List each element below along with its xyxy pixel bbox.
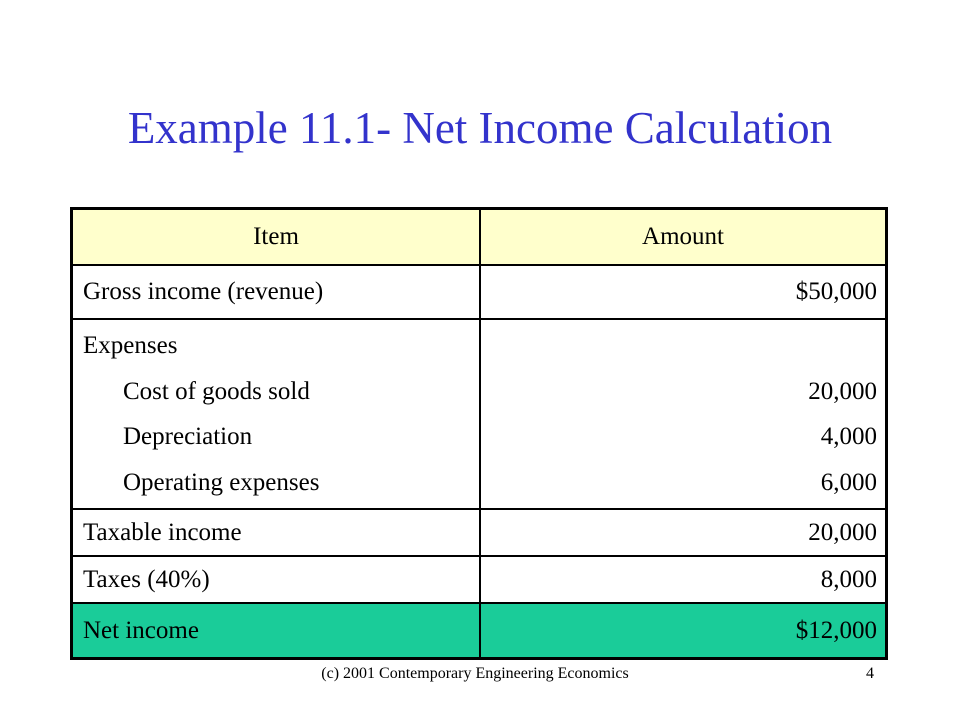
expense-operating-label: Operating expenses [123, 468, 320, 496]
table-row-net-income [72, 603, 887, 659]
expense-depreciation-amount: 4,000 [820, 423, 877, 450]
net-income-table [70, 207, 888, 660]
gross-income-amount: $50,000 [480, 265, 887, 319]
expenses-label: Expenses [83, 332, 178, 359]
table-row-taxes [72, 556, 887, 603]
expense-operating-amount: 6,000 [820, 468, 877, 496]
slide-footer: (c) 2001 Contemporary Engineering Economics [321, 665, 629, 682]
header-item: Item [72, 209, 481, 266]
table-row-taxable-income [72, 509, 887, 556]
expenses-amount-blank [491, 323, 877, 369]
expenses-amounts [480, 319, 887, 509]
taxable-income-amount: 20,000 [480, 509, 887, 556]
taxable-income-label: Taxable income [72, 509, 481, 556]
taxes-amount: 8,000 [480, 556, 887, 603]
table-row-expenses [72, 319, 887, 509]
header-amount: Amount [480, 209, 887, 266]
table-header-row [72, 209, 887, 266]
slide-title: Example 11.1- Net Income Calculation [127, 103, 833, 153]
net-income-amount: $12,000 [480, 603, 887, 659]
table-row-gross-income [72, 265, 887, 319]
expenses-labels [72, 319, 481, 509]
net-income-label: Net income [72, 603, 481, 659]
expense-cost-of-goods-amount: 20,000 [808, 377, 877, 405]
gross-income-label: Gross income (revenue) [72, 265, 481, 319]
taxes-label: Taxes (40%) [72, 556, 481, 603]
expense-depreciation-label: Depreciation [123, 423, 253, 450]
expense-cost-of-goods-label: Cost of goods sold [123, 377, 310, 405]
page-number: 4 [866, 665, 874, 682]
